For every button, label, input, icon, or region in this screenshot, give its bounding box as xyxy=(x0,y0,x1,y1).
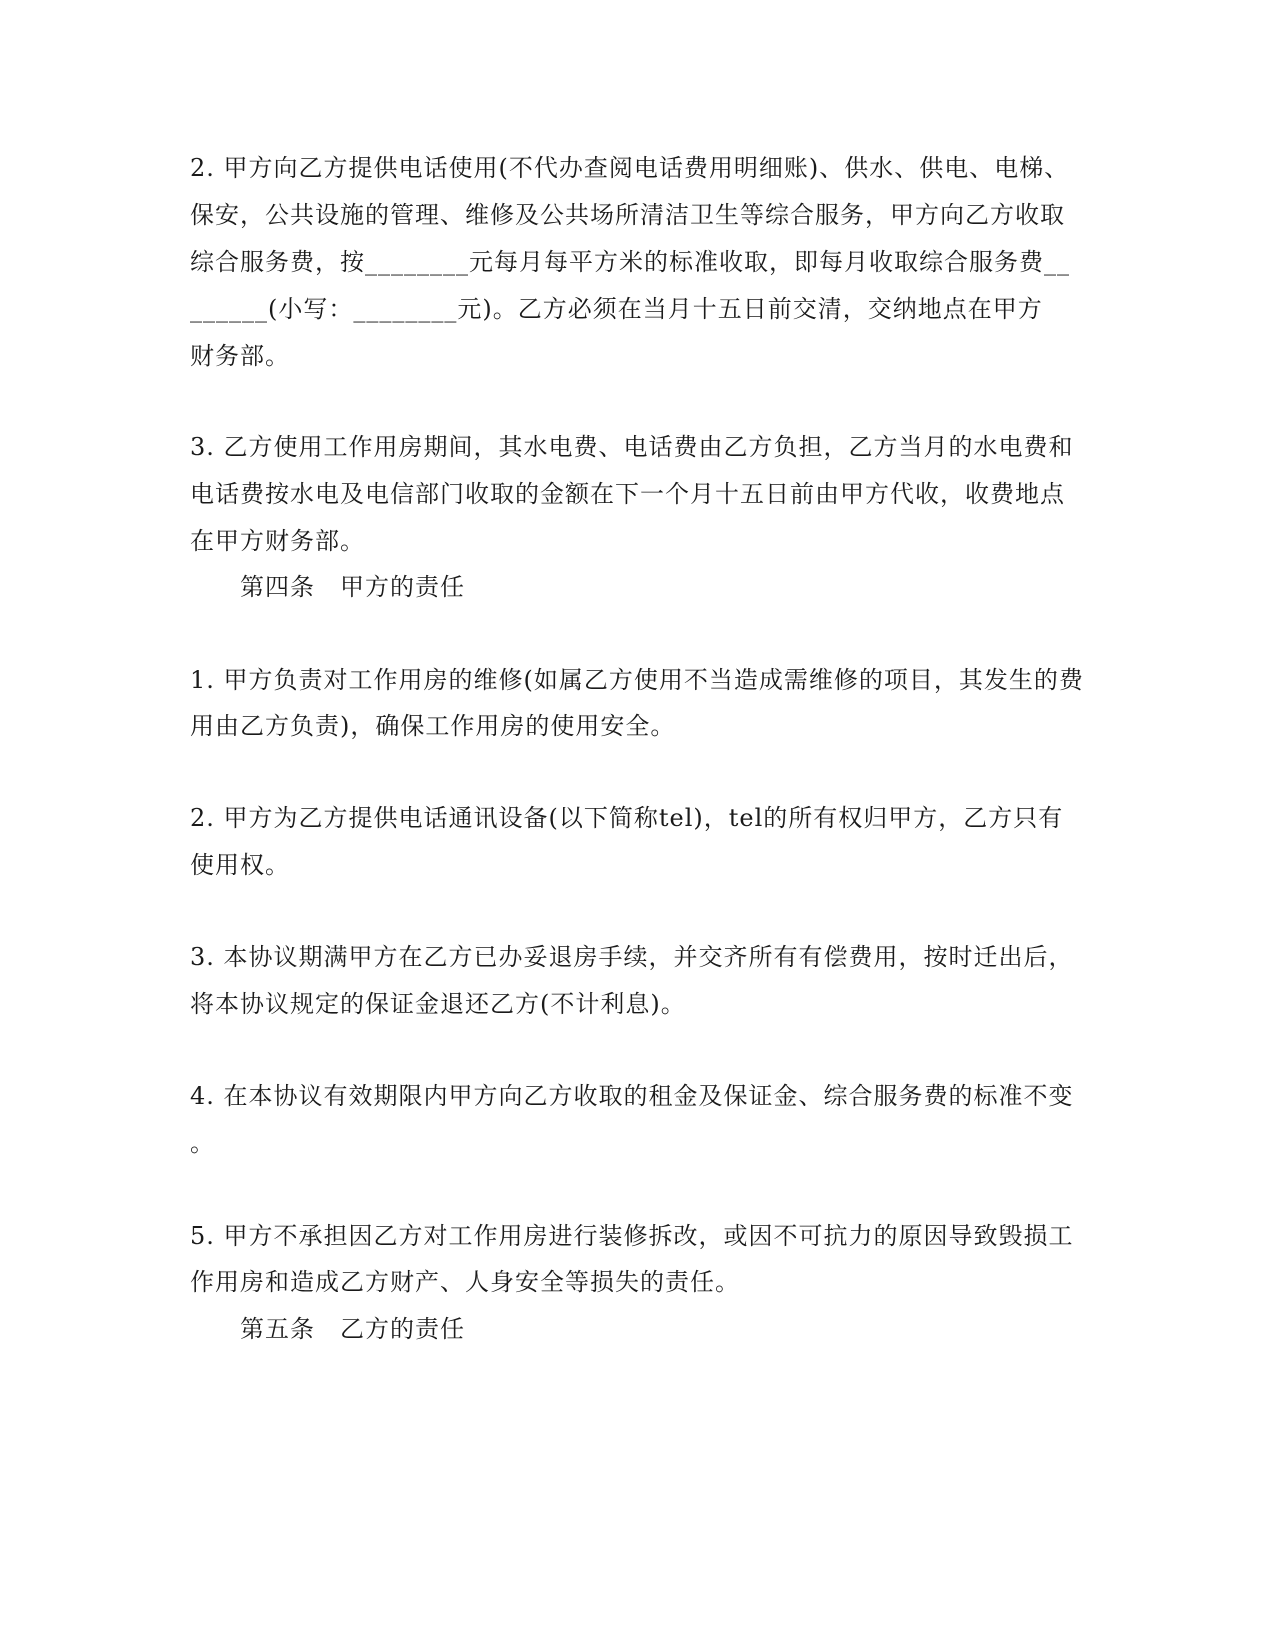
paragraph-line: 将本协议规定的保证金退还乙方(不计利息)。 xyxy=(190,990,686,1018)
paragraph-line: 综合服务费，按________元每月每平方米的标准收取，即每月收取综合服务费__ xyxy=(190,248,1070,276)
paragraph-line: 5. 甲方不承担因乙方对工作用房进行装修拆改，或因不可抗力的原因导致毁损工 xyxy=(190,1222,1074,1250)
paragraph-line: 3. 乙方使用工作用房期间，其水电费、电话费由乙方负担，乙方当月的水电费和 xyxy=(190,433,1074,461)
paragraph-line: 电话费按水电及电信部门收取的金额在下一个月十五日前由甲方代收，收费地点 xyxy=(190,480,1065,508)
article-heading: 第五条 乙方的责任 xyxy=(240,1315,465,1343)
paragraph-line: 使用权。 xyxy=(190,851,290,879)
paragraph-line: ______(小写：________元)。乙方必须在当月十五日前交清，交纳地点在甲方 xyxy=(190,295,1043,323)
paragraph-line: 1. 甲方负责对工作用房的维修(如属乙方使用不当造成需维修的项目，其发生的费 xyxy=(190,666,1084,694)
paragraph-line: 2. 甲方向乙方提供电话使用(不代办查阅电话费用明细账)、供水、供电、电梯、 xyxy=(190,154,1070,182)
paragraph-line: 在甲方财务部。 xyxy=(190,527,365,555)
paragraph-line: 用由乙方负责)，确保工作用房的使用安全。 xyxy=(190,712,676,740)
paragraph-line: 保安，公共设施的管理、维修及公共场所清洁卫生等综合服务，甲方向乙方收取 xyxy=(190,201,1065,229)
paragraph-line: 财务部。 xyxy=(190,342,290,370)
paragraph-line: 4. 在本协议有效期限内甲方向乙方收取的租金及保证金、综合服务费的标准不变 xyxy=(190,1082,1074,1110)
paragraph-line: 3. 本协议期满甲方在乙方已办妥退房手续，并交齐所有有偿费用，按时迁出后， xyxy=(190,943,1074,971)
paragraph-line: 。 xyxy=(190,1129,215,1157)
paragraph-line: 2. 甲方为乙方提供电话通讯设备(以下简称tel)，tel的所有权归甲方，乙方只有 xyxy=(190,804,1064,832)
article-heading: 第四条 甲方的责任 xyxy=(240,573,465,601)
paragraph-line: 作用房和造成乙方财产、人身安全等损失的责任。 xyxy=(190,1268,740,1296)
